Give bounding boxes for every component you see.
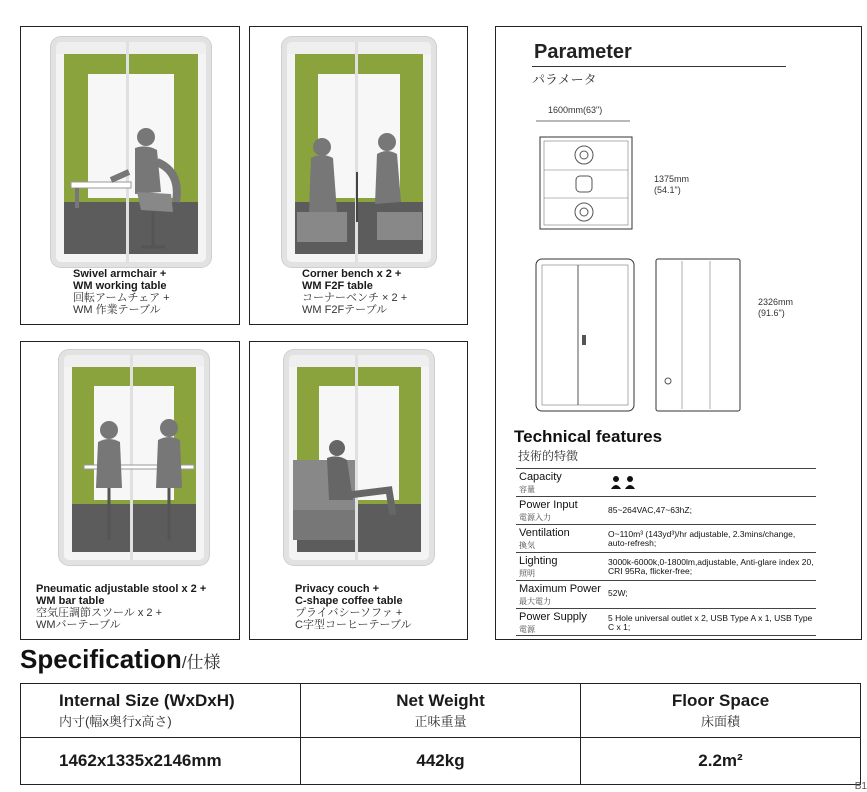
caption-jp-2: WM 作業テーブル (73, 304, 161, 316)
spec-value-internal-size: 1462x1335x2146mm (59, 751, 222, 770)
caption-jp-2: C字型コーヒーテーブル (295, 619, 412, 631)
page-marker: B1 (854, 781, 867, 792)
caption-en-2: WM F2F table (302, 280, 373, 292)
spec-header-internal-size: Internal Size (WxDxH) (59, 691, 235, 710)
title-divider (532, 66, 786, 67)
spec-value-floor-space: 2.2m² (698, 751, 743, 770)
caption-jp-1: コーナーベンチ × 2 + (302, 292, 408, 304)
specification-table (20, 683, 861, 785)
product-card-privacy-couch (249, 341, 468, 640)
caption-en-1: Corner bench x 2 + (302, 268, 402, 280)
product-card-corner-bench (249, 26, 468, 325)
caption-en-1: Privacy couch + (295, 583, 380, 595)
depth-dimension-label: 1375mm (54.1") (654, 174, 690, 195)
product-card-swivel-armchair (20, 26, 240, 325)
booth-image (282, 37, 436, 267)
spec-header-row: Internal Size (WxDxH) 内寸(幅x奥行x高さ) Net Weight 正味重量 Floor Space 床面積 (21, 684, 861, 738)
tech-row-maximum-power: Maximum Power 最大電力 52W; (516, 580, 816, 608)
caption-en-1: Pneumatic adjustable stool x 2 + (36, 583, 207, 595)
parameter-subtitle: パラメータ (532, 72, 597, 87)
caption-jp-2: WM F2Fテーブル (302, 304, 388, 316)
width-dimension-label: 1600mm(63") (548, 105, 603, 115)
booth-image (59, 350, 209, 565)
product-card-pneumatic-stool (20, 341, 240, 640)
spec-header-floor-space: Floor Space (671, 691, 770, 710)
parameter-panel (495, 26, 862, 640)
technical-features-subtitle: 技術的特徴 (518, 449, 579, 463)
spec-value-row (21, 738, 861, 785)
top-view-drawing (520, 117, 640, 237)
booth-image (284, 350, 434, 565)
spec-value-net-weight: 442kg (416, 751, 465, 770)
caption-jp-1: 回転アームチェア + (73, 292, 170, 304)
front-view-drawing (532, 255, 642, 415)
parameter-title: Parameter (534, 41, 632, 63)
booth-image (51, 37, 211, 267)
tech-row-ventilation: Ventilation 換気 O~110m³ (143yd³)/hr adjustable, 2.3mins/change, auto-refresh; (516, 524, 816, 552)
spec-header-net-weight: Net Weight (396, 691, 485, 710)
caption-en-1: Swivel armchair + (73, 268, 167, 280)
person-at-desk-illustration (61, 62, 211, 262)
caption-jp-2: WMバーテーブル (36, 619, 121, 631)
tech-row-power-supply: Power Supply 電源 5 Hole universal outlet x 2, USB Type A x 1, USB Type C x 1; (516, 608, 816, 636)
two-people-bench-illustration (287, 62, 436, 262)
tech-row-power-input: Power Input 電源入力 85~264VAC,47~63hZ; (516, 496, 816, 524)
technical-features-title: Technical features (514, 427, 663, 446)
person-on-couch-illustration (289, 370, 434, 565)
specification-title: Specification/仕様 (20, 644, 221, 674)
two-people-bar-illustration (64, 370, 209, 565)
tech-row-lighting: Lighting 照明 3000k-6000k,0-1800lm,adjustable, Anti-glare index 20, CRI 95Ra, flicker-free; (516, 552, 816, 580)
caption-en-2: WM working table (73, 280, 167, 292)
side-view-drawing (652, 255, 752, 415)
caption-en-2: WM bar table (36, 595, 105, 607)
height-dimension-label: 2326mm (91.6") (758, 297, 794, 318)
two-people-icon (608, 475, 814, 493)
technical-features-table (516, 468, 816, 636)
caption-jp-1: プライバシーソファ + (295, 607, 403, 619)
caption-jp-1: 空気圧調節スツール x 2 + (36, 607, 162, 619)
tech-row-capacity: Capacity 容量 (516, 468, 816, 496)
caption-en-2: C-shape coffee table (295, 595, 403, 607)
